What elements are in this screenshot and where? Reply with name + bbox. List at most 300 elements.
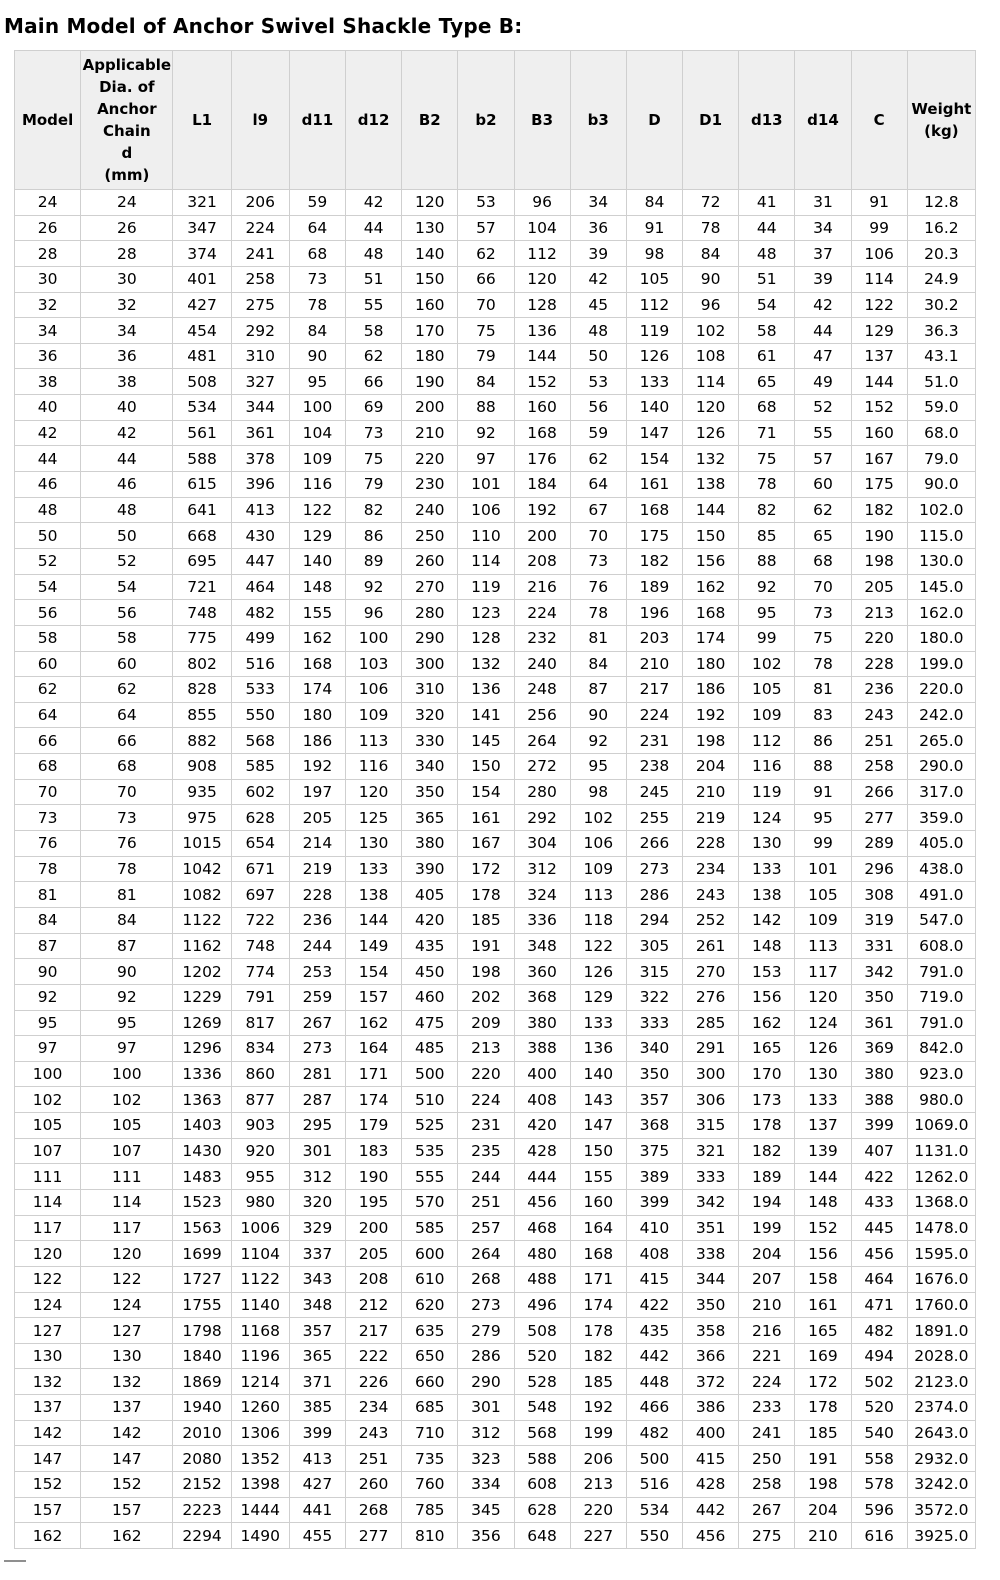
table-row xyxy=(15,1010,976,1036)
table-cell: 64 xyxy=(570,472,626,498)
table-cell: 78 xyxy=(683,215,739,241)
table-cell: 350 xyxy=(683,1292,739,1318)
table-cell: 39 xyxy=(570,241,626,267)
model-cell: 44 xyxy=(15,446,81,472)
table-cell: 206 xyxy=(231,190,289,216)
table-cell: 1140 xyxy=(231,1292,289,1318)
model-cell: 87 xyxy=(15,933,81,959)
table-cell: 920 xyxy=(231,1138,289,1164)
table-cell: 2010 xyxy=(173,1420,231,1446)
table-cell: 50 xyxy=(81,523,173,549)
table-cell: 191 xyxy=(795,1446,851,1472)
table-cell: 410 xyxy=(626,1215,682,1241)
table-row xyxy=(15,754,976,780)
table-cell: 124 xyxy=(795,1010,851,1036)
model-cell: 105 xyxy=(15,1113,81,1139)
table-cell: 178 xyxy=(795,1395,851,1421)
table-cell: 106 xyxy=(851,241,907,267)
table-cell: 279 xyxy=(458,1318,514,1344)
table-cell: 170 xyxy=(739,1061,795,1087)
table-cell: 260 xyxy=(346,1472,402,1498)
table-cell: 147 xyxy=(626,420,682,446)
page-title: Main Model of Anchor Swivel Shackle Type B: xyxy=(4,14,523,38)
table-cell: 1296 xyxy=(173,1036,231,1062)
table-row xyxy=(15,728,976,754)
table-cell: 75 xyxy=(458,318,514,344)
model-cell: 81 xyxy=(15,882,81,908)
table-cell: 628 xyxy=(514,1497,570,1523)
table-cell: 116 xyxy=(289,472,345,498)
table-cell: 144 xyxy=(795,1164,851,1190)
table-cell: 104 xyxy=(514,215,570,241)
table-row xyxy=(15,574,976,600)
table-cell: 191 xyxy=(458,933,514,959)
table-cell: 82 xyxy=(739,497,795,523)
model-cell: 137 xyxy=(15,1395,81,1421)
table-cell: 185 xyxy=(570,1369,626,1395)
model-cell: 92 xyxy=(15,984,81,1010)
table-cell: 482 xyxy=(851,1318,907,1344)
table-cell: 558 xyxy=(851,1446,907,1472)
table-cell: 456 xyxy=(851,1241,907,1267)
table-cell: 281 xyxy=(289,1061,345,1087)
table-cell: 358 xyxy=(683,1318,739,1344)
table-cell: 90 xyxy=(570,702,626,728)
table-cell: 175 xyxy=(851,472,907,498)
table-cell: 220 xyxy=(570,1497,626,1523)
table-cell: 79 xyxy=(346,472,402,498)
table-cell: 90.0 xyxy=(907,472,975,498)
table-cell: 205 xyxy=(289,805,345,831)
table-cell: 1523 xyxy=(173,1189,231,1215)
table-cell: 162 xyxy=(289,625,345,651)
table-cell: 233 xyxy=(739,1395,795,1421)
table-cell: 464 xyxy=(231,574,289,600)
table-cell: 266 xyxy=(626,831,682,857)
table-cell: 86 xyxy=(795,728,851,754)
table-cell: 73 xyxy=(795,600,851,626)
table-cell: 102 xyxy=(570,805,626,831)
table-cell: 182 xyxy=(626,548,682,574)
table-cell: 190 xyxy=(346,1164,402,1190)
table-cell: 721 xyxy=(173,574,231,600)
table-cell: 185 xyxy=(795,1420,851,1446)
table-cell: 120 xyxy=(514,266,570,292)
table-cell: 36.3 xyxy=(907,318,975,344)
table-cell: 209 xyxy=(458,1010,514,1036)
table-cell: 903 xyxy=(231,1113,289,1139)
table-cell: 132 xyxy=(458,651,514,677)
table-cell: 422 xyxy=(626,1292,682,1318)
table-cell: 315 xyxy=(683,1113,739,1139)
table-cell: 445 xyxy=(851,1215,907,1241)
table-cell: 238 xyxy=(626,754,682,780)
model-cell: 122 xyxy=(15,1266,81,1292)
table-cell: 75 xyxy=(346,446,402,472)
table-cell: 235 xyxy=(458,1138,514,1164)
table-cell: 442 xyxy=(683,1497,739,1523)
table-cell: 24 xyxy=(81,190,173,216)
table-cell: 327 xyxy=(231,369,289,395)
table-cell: 220 xyxy=(851,625,907,651)
table-cell: 150 xyxy=(570,1138,626,1164)
table-cell: 361 xyxy=(231,420,289,446)
table-cell: 155 xyxy=(289,600,345,626)
table-cell: 66 xyxy=(346,369,402,395)
table-cell: 84 xyxy=(683,241,739,267)
table-cell: 735 xyxy=(402,1446,458,1472)
table-cell: 608 xyxy=(514,1472,570,1498)
table-row xyxy=(15,959,976,985)
table-cell: 760 xyxy=(402,1472,458,1498)
table-cell: 290.0 xyxy=(907,754,975,780)
table-cell: 620 xyxy=(402,1292,458,1318)
table-cell: 205 xyxy=(851,574,907,600)
table-cell: 1869 xyxy=(173,1369,231,1395)
table-cell: 1352 xyxy=(231,1446,289,1472)
table-cell: 96 xyxy=(514,190,570,216)
table-cell: 1840 xyxy=(173,1343,231,1369)
table-cell: 360 xyxy=(514,959,570,985)
table-cell: 73 xyxy=(570,548,626,574)
table-cell: 264 xyxy=(458,1241,514,1267)
table-row xyxy=(15,882,976,908)
table-cell: 502 xyxy=(851,1369,907,1395)
table-cell: 427 xyxy=(289,1472,345,1498)
table-cell: 75 xyxy=(795,625,851,651)
model-cell: 127 xyxy=(15,1318,81,1344)
header-l9: l9 xyxy=(231,51,289,190)
table-cell: 290 xyxy=(458,1369,514,1395)
table-cell: 2294 xyxy=(173,1523,231,1549)
table-cell: 101 xyxy=(795,856,851,882)
table-cell: 277 xyxy=(851,805,907,831)
table-cell: 44 xyxy=(346,215,402,241)
table-cell: 138 xyxy=(683,472,739,498)
table-cell: 1403 xyxy=(173,1113,231,1139)
table-cell: 450 xyxy=(402,959,458,985)
table-cell: 220 xyxy=(402,446,458,472)
table-cell: 142 xyxy=(81,1420,173,1446)
header-line: Chain xyxy=(103,122,151,140)
table-cell: 216 xyxy=(739,1318,795,1344)
header-b2: b2 xyxy=(458,51,514,190)
table-cell: 1131.0 xyxy=(907,1138,975,1164)
table-cell: 129 xyxy=(289,523,345,549)
header-line: Dia. of xyxy=(99,78,155,96)
model-cell: 97 xyxy=(15,1036,81,1062)
table-cell: 79 xyxy=(458,343,514,369)
table-cell: 105 xyxy=(739,677,795,703)
table-cell: 119 xyxy=(626,318,682,344)
table-cell: 217 xyxy=(626,677,682,703)
table-cell: 361 xyxy=(851,1010,907,1036)
table-cell: 105 xyxy=(81,1113,173,1139)
table-cell: 162 xyxy=(346,1010,402,1036)
table-cell: 155 xyxy=(570,1164,626,1190)
table-cell: 1214 xyxy=(231,1369,289,1395)
table-cell: 95 xyxy=(570,754,626,780)
table-cell: 908 xyxy=(173,754,231,780)
table-cell: 550 xyxy=(626,1523,682,1549)
table-cell: 84 xyxy=(570,651,626,677)
header-weight xyxy=(907,51,975,190)
table-cell: 350 xyxy=(626,1061,682,1087)
table-cell: 162 xyxy=(739,1010,795,1036)
table-cell: 141 xyxy=(458,702,514,728)
table-cell: 124 xyxy=(81,1292,173,1318)
table-cell: 174 xyxy=(570,1292,626,1318)
table-cell: 61 xyxy=(739,343,795,369)
table-cell: 49 xyxy=(795,369,851,395)
model-cell: 78 xyxy=(15,856,81,882)
table-cell: 935 xyxy=(173,779,231,805)
table-cell: 1229 xyxy=(173,984,231,1010)
table-cell: 408 xyxy=(626,1241,682,1267)
table-cell: 184 xyxy=(514,472,570,498)
model-cell: 54 xyxy=(15,574,81,600)
table-cell: 140 xyxy=(626,395,682,421)
table-row xyxy=(15,1036,976,1062)
table-cell: 322 xyxy=(626,984,682,1010)
table-cell: 210 xyxy=(683,779,739,805)
table-cell: 648 xyxy=(514,1523,570,1549)
table-cell: 195 xyxy=(346,1189,402,1215)
table-cell: 71 xyxy=(739,420,795,446)
table-cell: 306 xyxy=(683,1087,739,1113)
table-cell: 150 xyxy=(402,266,458,292)
table-cell: 114 xyxy=(458,548,514,574)
table-cell: 60 xyxy=(795,472,851,498)
table-cell: 125 xyxy=(346,805,402,831)
table-cell: 785 xyxy=(402,1497,458,1523)
table-cell: 219 xyxy=(289,856,345,882)
table-row xyxy=(15,1164,976,1190)
table-cell: 1006 xyxy=(231,1215,289,1241)
table-row xyxy=(15,523,976,549)
header-d14: d14 xyxy=(795,51,851,190)
model-cell: 107 xyxy=(15,1138,81,1164)
model-cell: 34 xyxy=(15,318,81,344)
table-cell: 368 xyxy=(514,984,570,1010)
table-cell: 2152 xyxy=(173,1472,231,1498)
table-cell: 2643.0 xyxy=(907,1420,975,1446)
table-cell: 210 xyxy=(739,1292,795,1318)
table-cell: 31 xyxy=(795,190,851,216)
table-cell: 923.0 xyxy=(907,1061,975,1087)
table-cell: 161 xyxy=(795,1292,851,1318)
table-cell: 28 xyxy=(81,241,173,267)
table-cell: 236 xyxy=(851,677,907,703)
table-cell: 261 xyxy=(683,933,739,959)
table-cell: 98 xyxy=(570,779,626,805)
table-cell: 300 xyxy=(683,1061,739,1087)
table-cell: 399 xyxy=(289,1420,345,1446)
table-cell: 127 xyxy=(81,1318,173,1344)
table-row xyxy=(15,190,976,216)
table-row xyxy=(15,600,976,626)
table-row xyxy=(15,1343,976,1369)
table-cell: 174 xyxy=(346,1087,402,1113)
table-cell: 144 xyxy=(851,369,907,395)
header-B2: B2 xyxy=(402,51,458,190)
table-cell: 65 xyxy=(739,369,795,395)
table-cell: 213 xyxy=(570,1472,626,1498)
table-cell: 84 xyxy=(458,369,514,395)
table-row xyxy=(15,856,976,882)
table-cell: 115.0 xyxy=(907,523,975,549)
table-cell: 185 xyxy=(458,907,514,933)
table-cell: 59.0 xyxy=(907,395,975,421)
table-cell: 1196 xyxy=(231,1343,289,1369)
table-cell: 102.0 xyxy=(907,497,975,523)
table-cell: 570 xyxy=(402,1189,458,1215)
table-cell: 508 xyxy=(514,1318,570,1344)
table-cell: 290 xyxy=(402,625,458,651)
table-cell: 190 xyxy=(851,523,907,549)
table-cell: 2932.0 xyxy=(907,1446,975,1472)
table-cell: 160 xyxy=(570,1189,626,1215)
table-cell: 810 xyxy=(402,1523,458,1549)
table-cell: 1478.0 xyxy=(907,1215,975,1241)
table-cell: 110 xyxy=(458,523,514,549)
table-cell: 136 xyxy=(570,1036,626,1062)
table-cell: 87 xyxy=(570,677,626,703)
table-cell: 47 xyxy=(795,343,851,369)
table-cell: 149 xyxy=(346,933,402,959)
table-cell: 143 xyxy=(570,1087,626,1113)
table-cell: 105 xyxy=(795,882,851,908)
model-cell: 132 xyxy=(15,1369,81,1395)
table-cell: 1760.0 xyxy=(907,1292,975,1318)
table-cell: 2374.0 xyxy=(907,1395,975,1421)
header-D1: D1 xyxy=(683,51,739,190)
table-cell: 180 xyxy=(289,702,345,728)
table-cell: 791 xyxy=(231,984,289,1010)
table-cell: 464 xyxy=(851,1266,907,1292)
table-cell: 482 xyxy=(626,1420,682,1446)
table-cell: 1168 xyxy=(231,1318,289,1344)
table-cell: 333 xyxy=(626,1010,682,1036)
table-cell: 428 xyxy=(514,1138,570,1164)
table-cell: 243 xyxy=(683,882,739,908)
table-cell: 508 xyxy=(173,369,231,395)
table-cell: 578 xyxy=(851,1472,907,1498)
cut-off-text xyxy=(4,1560,26,1572)
table-cell: 227 xyxy=(570,1523,626,1549)
model-cell: 42 xyxy=(15,420,81,446)
table-cell: 194 xyxy=(739,1189,795,1215)
table-cell: 60 xyxy=(81,651,173,677)
table-row xyxy=(15,1087,976,1113)
table-cell: 356 xyxy=(458,1523,514,1549)
model-cell: 36 xyxy=(15,343,81,369)
table-cell: 357 xyxy=(289,1318,345,1344)
table-cell: 198 xyxy=(458,959,514,985)
table-cell: 226 xyxy=(346,1369,402,1395)
table-cell: 53 xyxy=(458,190,514,216)
model-cell: 62 xyxy=(15,677,81,703)
table-cell: 59 xyxy=(289,190,345,216)
model-cell: 68 xyxy=(15,754,81,780)
table-cell: 83 xyxy=(795,702,851,728)
header-chain-dia xyxy=(81,51,173,190)
table-cell: 975 xyxy=(173,805,231,831)
table-cell: 206 xyxy=(570,1446,626,1472)
table-cell: 350 xyxy=(402,779,458,805)
table-row xyxy=(15,472,976,498)
table-cell: 323 xyxy=(458,1446,514,1472)
table-cell: 171 xyxy=(346,1061,402,1087)
table-cell: 500 xyxy=(402,1061,458,1087)
table-cell: 46 xyxy=(81,472,173,498)
table-cell: 842.0 xyxy=(907,1036,975,1062)
table-cell: 315 xyxy=(626,959,682,985)
table-cell: 336 xyxy=(514,907,570,933)
table-cell: 73 xyxy=(346,420,402,446)
table-cell: 980 xyxy=(231,1189,289,1215)
table-cell: 258 xyxy=(851,754,907,780)
table-cell: 176 xyxy=(514,446,570,472)
model-cell: 114 xyxy=(15,1189,81,1215)
table-row xyxy=(15,779,976,805)
table-cell: 102 xyxy=(739,651,795,677)
table-cell: 602 xyxy=(231,779,289,805)
table-cell: 138 xyxy=(739,882,795,908)
table-cell: 136 xyxy=(458,677,514,703)
table-cell: 228 xyxy=(851,651,907,677)
table-cell: 148 xyxy=(739,933,795,959)
table-row xyxy=(15,1241,976,1267)
table-cell: 45 xyxy=(570,292,626,318)
table-cell: 48 xyxy=(81,497,173,523)
table-cell: 331 xyxy=(851,933,907,959)
table-cell: 1891.0 xyxy=(907,1318,975,1344)
header-D: D xyxy=(626,51,682,190)
table-cell: 568 xyxy=(231,728,289,754)
table-cell: 615 xyxy=(173,472,231,498)
table-cell: 273 xyxy=(458,1292,514,1318)
table-cell: 132 xyxy=(81,1369,173,1395)
table-cell: 150 xyxy=(683,523,739,549)
table-cell: 34 xyxy=(570,190,626,216)
table-cell: 37 xyxy=(795,241,851,267)
header-line: Anchor xyxy=(97,100,157,118)
table-cell: 92 xyxy=(458,420,514,446)
model-cell: 120 xyxy=(15,1241,81,1267)
table-cell: 407 xyxy=(851,1138,907,1164)
table-cell: 610 xyxy=(402,1266,458,1292)
table-cell: 202 xyxy=(458,984,514,1010)
table-cell: 259 xyxy=(289,984,345,1010)
table-cell: 55 xyxy=(795,420,851,446)
table-row xyxy=(15,1266,976,1292)
table-cell: 178 xyxy=(458,882,514,908)
table-cell: 172 xyxy=(458,856,514,882)
table-cell: 161 xyxy=(626,472,682,498)
table-cell: 213 xyxy=(851,600,907,626)
table-cell: 129 xyxy=(570,984,626,1010)
table-cell: 1336 xyxy=(173,1061,231,1087)
table-cell: 130 xyxy=(81,1343,173,1369)
table-cell: 251 xyxy=(346,1446,402,1472)
table-cell: 234 xyxy=(346,1395,402,1421)
table-cell: 55 xyxy=(346,292,402,318)
table-cell: 222 xyxy=(346,1343,402,1369)
table-cell: 100 xyxy=(289,395,345,421)
table-cell: 168 xyxy=(514,420,570,446)
table-row xyxy=(15,1189,976,1215)
